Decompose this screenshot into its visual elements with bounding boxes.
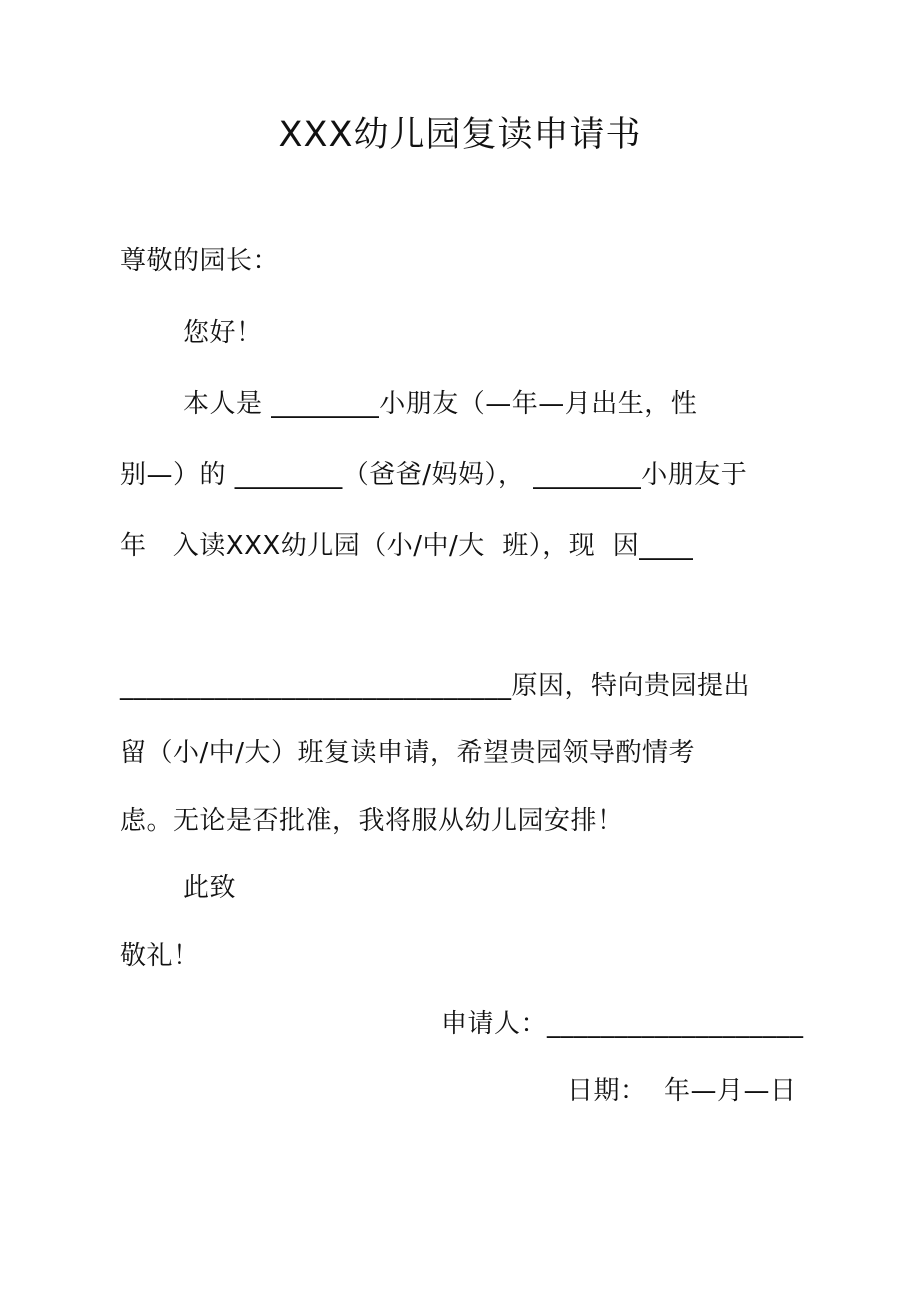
applicant-signature-line: 申请人：___________________ bbox=[441, 1009, 804, 1039]
body-line: 年 入读XXX幼儿园（小/中/大 班），现 因____ bbox=[120, 531, 694, 561]
greeting: 您好！ bbox=[183, 318, 263, 348]
closing-line-1: 此致 bbox=[183, 873, 237, 903]
body-line: 别—）的 ________（爸爸/妈妈）， ________小朋友于 bbox=[120, 460, 748, 490]
date-line: 日期： 年—月—日 bbox=[567, 1076, 797, 1106]
body-line: 留（小/中/大）班复读申请，希望贵园领导酌情考 bbox=[120, 738, 696, 768]
document-title: XXX幼儿园复读申请书 bbox=[278, 115, 642, 155]
salutation: 尊敬的园长： bbox=[120, 246, 280, 276]
body-line: _____________________________原因，特向贵园提出 bbox=[120, 671, 751, 701]
body-line: 本人是 ________小朋友（—年—月出生，性 bbox=[183, 389, 698, 419]
closing-line-2: 敬礼！ bbox=[120, 941, 200, 971]
body-line: 虑。无论是否批准，我将服从幼儿园安排！ bbox=[120, 806, 624, 836]
